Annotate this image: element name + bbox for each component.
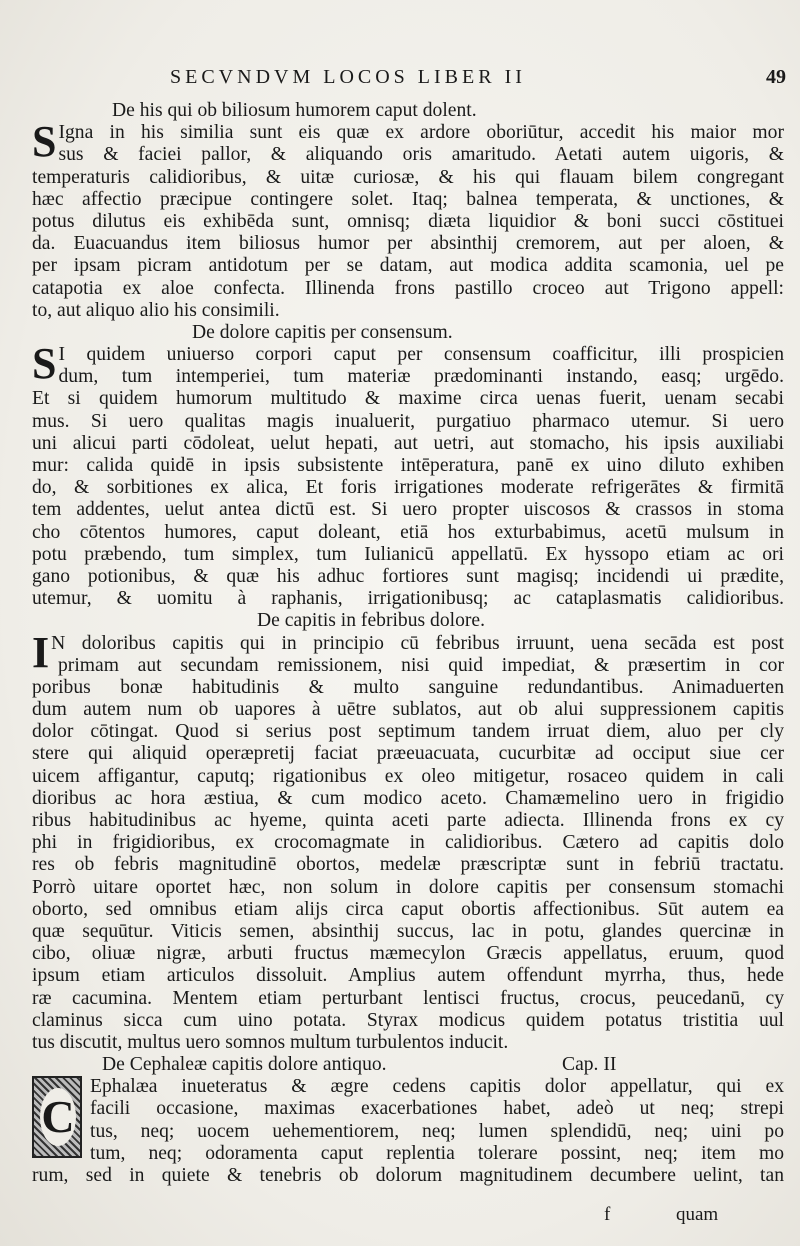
text-line: uni alicui parti cōdoleat, uelut hepati, aut uetri, aut stomacho, his ipsis auxiliabi xyxy=(32,432,784,454)
text-line: oborto, sed omnibus etiam alijs circa caput obortis affectionibus. Sūt autem ea xyxy=(32,898,784,920)
illuminated-initial: C xyxy=(32,1076,82,1158)
text-line: dum, tum intemperiei, tum materiæ prædominanti instando, easq; urgēdo. xyxy=(58,366,784,388)
running-title: SECVNDVM LOCOS LIBER II xyxy=(170,66,526,88)
text-line: tus, neq; uocem uehementiorem, neq; lumen splendidū, neq; uini po xyxy=(90,1120,784,1142)
section-heading xyxy=(32,1054,784,1076)
text-line: hæc affectio præcipue contingere solet. Itaq; balnea temperata, & unctiones, & xyxy=(32,188,784,210)
text-line: dolor cōtingat. Quod si serius post septimum tandem irruat diem, aluo per cly xyxy=(32,721,784,743)
text-line: sus & faciei pallor, & aliquando oris amaritudo. Aetati autem uigoris, & xyxy=(58,144,784,166)
drop-capital: I xyxy=(32,627,50,677)
text-line: stere qui aliquid operæpretij faciat præeuacuata, cucurbitæ ad occiput siue cer xyxy=(32,743,784,765)
text-line: da. Euacuandus item biliosus humor per absinthij cremorem, aut per aloen, & xyxy=(32,233,784,255)
text-line: do, & sorbitiones ex alica, Et foris irrigationes moderate refrigerātes & firmitā xyxy=(32,477,784,499)
text-line: claminus sicca cum uino potata. Styrax modicus quidem potatus tristitia uul xyxy=(32,1009,784,1031)
text-line: rum, sed in quiete & tenebris ob dolorum magnitudinem decumbere uelint, tan xyxy=(32,1165,784,1186)
text-line: I N doloribus capitis qui in principio cū febribus irruunt, uena secāda est post xyxy=(32,627,784,677)
text-line: dum autem num ob uapores à uētre sublatos, aut ob alui suppressionem capitis xyxy=(32,699,784,721)
text-line: dioribus ac hora æstiua, & cum modico aceto. Chamæmelino uero in frigidio xyxy=(32,787,784,809)
text-line: ribus habitudinibus ac hyeme, quinta aceti parte adiecta. Illinenda frons ex cy xyxy=(32,810,784,831)
text-line: potus dilutus eis exhibēda sunt, omnisq; diæta liquidior & boni succi cōstituei xyxy=(32,210,784,232)
text-line: facili occasione, maximas exacerbationes habet, adeò ut neq; strepi xyxy=(90,1098,784,1120)
drop-capital: S xyxy=(32,117,57,167)
text-line: gano potionibus, & quæ his adhuc fortiores sunt magisq; incidendi ui prædite, xyxy=(32,565,784,587)
text-line: S I quidem uniuerso corpori caput per consensum coafficitur, illi prospicien xyxy=(32,339,784,389)
section-heading: De capitis in febribus dolore. xyxy=(257,610,485,632)
text-line: utemur, & uomitu à raphanis, irrigationibusq; ac cataplasmatis calidioribus. xyxy=(32,588,784,610)
text-line: tum, neq; odoramenta caput replentia tolerare possint, neq; item mo xyxy=(90,1142,784,1164)
text-line: temperaturis calidioribus, & uitæ curiosæ, & his qui flauam bilem congregant xyxy=(32,166,784,188)
text-line: ipsum etiam articulos dissoluit. Amplius autem offendunt myrrha, thus, hede xyxy=(32,965,784,987)
text-line: cibo, oliuæ nigræ, arbuti fructus mæmecylon Græcis appellatus, eruum, quod xyxy=(32,943,784,965)
running-head xyxy=(0,66,800,96)
text-line: Ephalæa inueteratus & ægre cedens capitis dolor appellatur, qui ex xyxy=(90,1076,784,1098)
catchword: quam xyxy=(676,1204,719,1225)
page-number: 49 xyxy=(766,66,786,88)
text-line: phi in frigidioribus, ex crocomagmate in calidioribus. Cætero ad capitis dolo xyxy=(32,832,784,854)
text-line: quæ sequūtur. Viticis semen, absinthij succus, lac in potu, glandes quercinæ in xyxy=(32,920,784,942)
section-heading: De his qui ob biliosum humorem caput dolent. xyxy=(112,100,477,121)
text-line: uicem affigantur, caputq; rigationibus ex oleo mitigetur, rosaceo quidem in cali xyxy=(32,765,784,787)
signature-mark: f xyxy=(604,1204,611,1225)
text-line: Et si quidem humorum multitudo & maxime circa uenas fuerit, uenam secabi xyxy=(32,388,784,410)
text-line: cho cōtentos humores, caput doleant, etiā hos exturbabimus, acetū mulsum in xyxy=(32,521,784,543)
drop-capital: S xyxy=(32,339,57,389)
text-line: S Igna in his similia sunt eis quæ ex ardore oboriūtur, accedit his maior mor xyxy=(32,117,784,167)
text-line: to, aut aliquo alio his consimili. xyxy=(32,299,280,321)
catchline xyxy=(0,1204,800,1228)
text-line: ræ cacumina. Mentem etiam perturbant lentisci fructus, crocus, peucedanū, cy xyxy=(32,987,784,1009)
text-line: Porrò uitare oportet hæc, non solum in dolore capitis per consensum stomachi xyxy=(32,876,784,898)
chapter-number: Cap. II xyxy=(562,1054,617,1076)
text-line: mus. Si uero qualitas magis inualuerit, purgatiuo pharmaco utemur. Si uero xyxy=(32,410,784,432)
text-line: mur: calida quidē in ipsis subsistente intēperatura, panē ex uino diluto exhiben xyxy=(32,455,784,476)
text-line: tus discutit, multus uero somnos multum turbulentos inducit. xyxy=(32,1031,509,1053)
text-line: res ob febris magnitudinē obortos, medelæ præscriptæ sunt in febriū tractatu. xyxy=(32,854,784,876)
text-line: per ipsam picram antidotum per se datam, aut modica addita scamonia, uel pe xyxy=(32,255,784,277)
text-line: poribus bonæ habitudinis & multo sanguine redundantibus. Animaduerten xyxy=(32,676,784,698)
text-line: catapotia ex aloe confecta. Illinenda frons pastillo croceo aut Trigono appell: xyxy=(32,277,784,299)
section-heading-text: De Cephaleæ capitis dolore antiquo. xyxy=(102,1054,387,1076)
text-block xyxy=(32,100,784,1187)
text-line: primam aut secundam remissionem, nisi quid impediat, & præsertim in cor xyxy=(58,654,784,676)
text-line: tem addentes, uelut antea dictū est. Si uero propter uiscosos & crassos in stoma xyxy=(32,499,784,521)
text-line: potu præbendo, tum simplex, tum Iulianicū appellatū. Ex hyssopo etiam ac ori xyxy=(32,543,784,565)
section-heading: De dolore capitis per consensum. xyxy=(192,321,453,343)
